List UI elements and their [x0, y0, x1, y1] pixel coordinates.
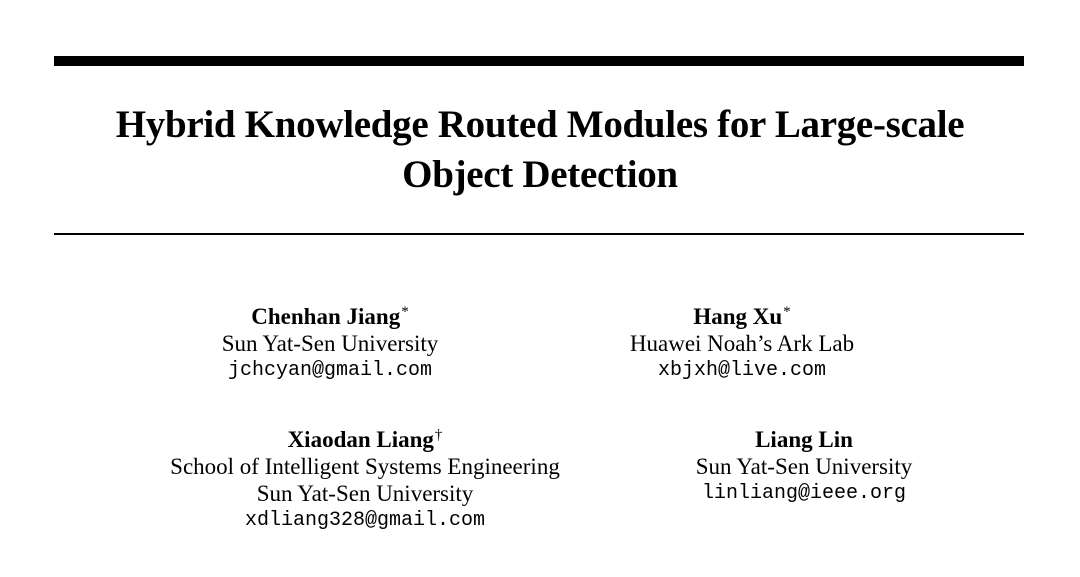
author-block-chenhan-jiang: [130, 303, 530, 384]
author-affiliation-2: Sun Yat-Sen University: [256, 481, 474, 506]
author-name: Liang Lin: [755, 427, 853, 452]
author-name: Hang Xu*: [693, 304, 791, 329]
author-name: Xiaodan Liang†: [287, 427, 443, 452]
title-line-2: Object Detection: [402, 153, 678, 196]
paper-title: [0, 100, 1080, 200]
author-email: jchcyan@gmail.com: [227, 359, 433, 382]
bottom-rule: [54, 233, 1024, 235]
equal-contribution-mark: *: [401, 304, 409, 320]
author-affiliation: Sun Yat-Sen University: [695, 454, 913, 479]
author-block-liang-lin: [654, 426, 954, 507]
corresponding-author-mark: †: [434, 427, 443, 443]
author-affiliation: School of Intelligent Systems Engineering: [170, 454, 560, 479]
author-block-xiaodan-liang: [115, 426, 615, 534]
top-rule: [54, 56, 1024, 66]
author-name: Chenhan Jiang*: [251, 304, 409, 329]
author-affiliation: Huawei Noah’s Ark Lab: [629, 331, 855, 356]
title-line-1: Hybrid Knowledge Routed Modules for Large-scale: [115, 103, 965, 146]
author-email: linliang@ieee.org: [701, 482, 907, 505]
author-block-hang-xu: [572, 303, 912, 384]
author-affiliation: Sun Yat-Sen University: [221, 331, 439, 356]
author-email: xbjxh@live.com: [657, 359, 827, 382]
equal-contribution-mark: *: [783, 304, 791, 320]
author-email: xdliang328@gmail.com: [244, 509, 486, 532]
